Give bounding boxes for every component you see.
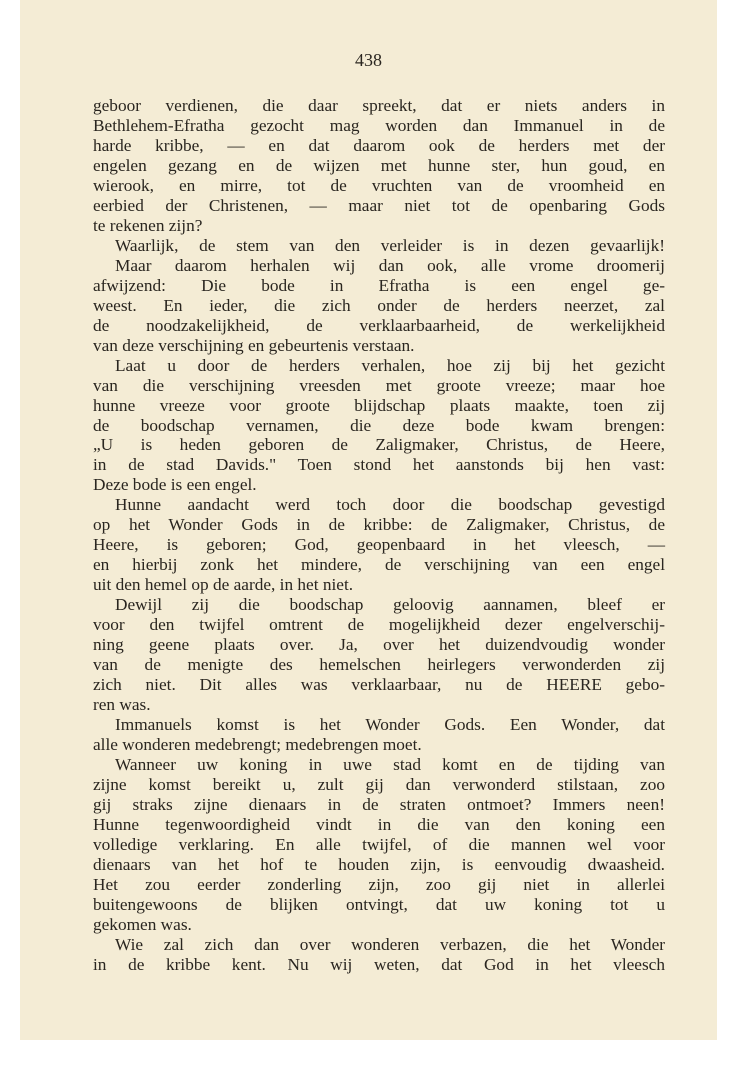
text-line: Maar daarom herhalen wij dan ook, alle vrome droomerij — [115, 255, 665, 275]
text-line: volledige verklaring. En alle twijfel, of die mannen wel voor — [93, 834, 665, 854]
text-line: en hierbij zonk het mindere, de verschijning van een engel — [93, 555, 665, 575]
text-line: zijne komst bereikt u, zult gij dan verwonderd stilstaan, zoo — [93, 774, 665, 794]
text-line: op het Wonder Gods in de kribbe: de Zaligmaker, Christus, de — [93, 515, 665, 535]
text-line: hunne vreeze voor groote blijdschap plaats maakte, toen zij — [93, 395, 665, 415]
text-line: Bethlehem-Efratha gezocht mag worden dan Immanuel in de — [93, 115, 665, 135]
text-line: geboor verdienen, die daar spreekt, dat er niets anders in — [93, 96, 665, 115]
text-line: Wanneer uw koning in uwe stad komt en de tijding van — [115, 754, 665, 774]
text-line: afwijzend: Die bode in Efratha is een engel ge- — [93, 275, 665, 295]
body-text — [93, 96, 665, 975]
text-line: „U is heden geboren de Zaligmaker, Christus, de Heere, — [93, 435, 665, 455]
text-line: uit den hemel op de aarde, in het niet. — [93, 575, 354, 595]
text-line: Hunne aandacht werd toch door die boodschap gevestigd — [115, 495, 665, 515]
text-line: zich niet. Dit alles was verklaarbaar, nu de HEERE gebo- — [93, 675, 665, 695]
text-line: ren was. — [93, 695, 151, 715]
text-line: in de stad Davids." Toen stond het aanstonds bij hen vast: — [93, 455, 665, 475]
text-line: ning geene plaats over. Ja, over het duizendvoudig wonder — [93, 635, 665, 655]
text-line: Deze bode is een engel. — [93, 475, 257, 495]
text-line: gekomen was. — [93, 914, 192, 934]
text-line: Immanuels komst is het Wonder Gods. Een Wonder, dat — [115, 715, 665, 735]
text-line: voor den twijfel omtrent de mogelijkheid dezer engelverschij- — [93, 615, 665, 635]
book-page — [20, 0, 717, 1040]
text-line: Het zou eerder zonderling zijn, zoo gij niet in allerlei — [93, 874, 665, 894]
text-line: Laat u door de herders verhalen, hoe zij bij het gezicht — [115, 355, 665, 375]
text-line: harde kribbe, — en dat daarom ook de herders met der — [93, 135, 665, 155]
text-line: in de kribbe kent. Nu wij weten, dat God in het vleesch — [93, 954, 665, 974]
text-line: eerbied der Christenen, — maar niet tot de openbaring Gods — [93, 195, 665, 215]
text-line: gij straks zijne dienaars in de straten ontmoet? Immers neen! — [93, 794, 665, 814]
text-line: Wie zal zich dan over wonderen verbazen, die het Wonder — [115, 934, 665, 954]
text-line: de boodschap vernamen, die deze bode kwam brengen: — [93, 415, 665, 435]
text-line: Heere, is geboren; God, geopenbaard in het vleesch, — — [93, 535, 665, 555]
text-line: alle wonderen medebrengt; medebrengen moet. — [93, 735, 422, 754]
text-line: wierook, en mirre, tot de vruchten van de vroomheid en — [93, 175, 665, 195]
text-line: buitengewoons de blijken ontvingt, dat uw koning tot u — [93, 894, 665, 914]
text-line: weest. En ieder, die zich onder de herders neerzet, zal — [93, 295, 665, 315]
text-line: van de menigte des hemelschen heirlegers verwonderden zij — [93, 655, 665, 675]
page-number: 438 — [355, 50, 382, 70]
text-line: Waarlijk, de stem van den verleider is in dezen gevaarlijk! — [115, 235, 665, 255]
text-line: dienaars van het hof te houden zijn, is eenvoudig dwaasheid. — [93, 854, 665, 874]
text-line: te rekenen zijn? — [93, 215, 203, 235]
text-line: Hunne tegenwoordigheid vindt in die van den koning een — [93, 814, 665, 834]
text-line: de noodzakelijkheid, de verklaarbaarheid, de werkelijkheid — [93, 315, 665, 335]
text-line: van deze verschijning en gebeurtenis verstaan. — [93, 335, 415, 355]
text-line: van die verschijning vreesden met groote vreeze; maar hoe — [93, 375, 665, 395]
text-line: engelen gezang en de wijzen met hunne ster, hun goud, en — [93, 155, 665, 175]
text-line: Dewijl zij die boodschap geloovig aannamen, bleef er — [115, 595, 665, 615]
